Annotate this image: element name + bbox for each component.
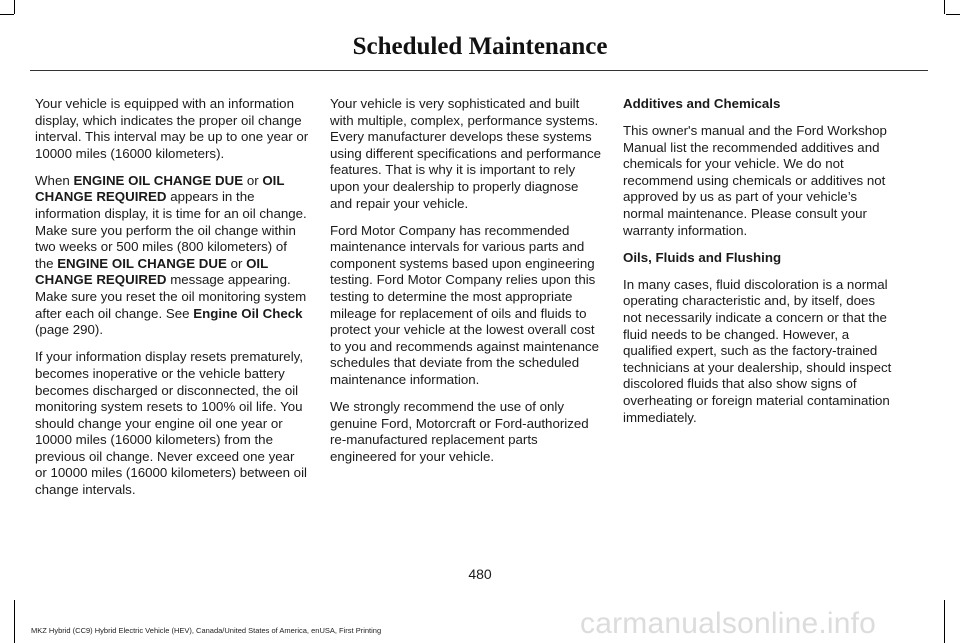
paragraph: In many cases, fluid discoloration is a normal operating characteristic and, by itself, does not necessarily indicate a concern or that the fluid needs to be changed. However, a qualified expert, such as the factory-trained technicians at your dealership, should inspect discolored fluids that also show signs of overheating or foreign material contamination immediately. <box>623 276 892 425</box>
message-oil-change-required: OIL CHANGE REQUIRED <box>35 172 285 205</box>
message-oil-change-required: OIL CHANGE REQUIRED <box>35 255 269 288</box>
paragraph <box>35 173 309 339</box>
crop-mark-bottom-right <box>944 600 945 643</box>
message-engine-oil-change-due: ENGINE OIL CHANGE DUE <box>73 172 244 188</box>
crop-mark-top-right <box>944 0 945 14</box>
crop-mark-top-right-h <box>946 14 960 15</box>
paragraph: This owner's manual and the Ford Workshop Manual list the recommended additives and chemicals for your vehicle. We do not recommend using chemicals or additives not approved by us as part of your vehicle’s normal maintenance. Please consult your warranty information. <box>623 123 887 238</box>
text: appears in the information display, it is time for an oil change. Make sure you perform the oil change within two weeks or 500 miles (800 kilometers) of the <box>35 189 307 271</box>
column-2 <box>330 96 604 476</box>
crop-mark-bottom-left <box>14 600 15 643</box>
paragraph: Your vehicle is very sophisticated and built with multiple, complex, performance systems. Every manufacturer develops these systems using different specifications and performance features. That is why it is important to rely upon your dealership to properly diagnose and repair your vehicle. <box>330 96 602 211</box>
text: When <box>35 172 74 188</box>
header-divider <box>30 70 928 71</box>
page-title: Scheduled Maintenance <box>352 33 608 60</box>
message-engine-oil-change-due: ENGINE OIL CHANGE DUE <box>57 255 227 271</box>
column-3 <box>623 96 897 437</box>
text: (page 290). <box>35 322 104 338</box>
text: or <box>243 172 263 188</box>
footer-text: MKZ Hybrid (CC9) Hybrid Electric Vehicle (HEV), Canada/United States of America, enUSA, First Printing <box>31 626 382 635</box>
column-1 <box>35 96 309 509</box>
paragraph: Your vehicle is equipped with an information display, which indicates the proper oil change interval. This interval may be up to one year or 10000 miles (16000 kilometers). <box>35 96 309 161</box>
paragraph: We strongly recommend the use of only genuine Ford, Motorcraft or Ford-authorized re-manufactured replacement parts engineered for your vehicle. <box>330 399 589 464</box>
paragraph: If your information display resets prematurely, becomes inoperative or the vehicle battery becomes discharged or disconnected, the oil monitoring system resets to 100% oil life. You should change your engine oil one year or 10000 miles (16000 kilometers) from the previous oil change. Never exceed one year or 10000 miles (16000 kilometers) between oil change intervals. <box>35 349 307 498</box>
watermark: carmanualsonline.info <box>580 607 877 640</box>
page-number: 480 <box>468 566 492 582</box>
paragraph: Ford Motor Company has recommended maintenance intervals for various parts and component systems based upon engineering testing. Ford Motor Company relies upon this testing to determine the most appropriate mileage for replacement of oils and fluids to protect your vehicle at the lowest overall cost to you and recommends against maintenance schedules that deviate from the scheduled maintenance information. <box>330 222 600 387</box>
crop-mark-top-left <box>14 0 15 14</box>
section-heading: Additives and Chemicals <box>623 96 781 111</box>
text: or <box>226 255 247 271</box>
crop-mark-top-left-h <box>0 14 14 15</box>
section-heading: Oils, Fluids and Flushing <box>623 249 782 265</box>
text: message appearing. Make sure you reset the oil monitoring system after each oil change. See <box>35 272 307 321</box>
engine-oil-check-link[interactable]: Engine Oil Check <box>193 305 303 321</box>
